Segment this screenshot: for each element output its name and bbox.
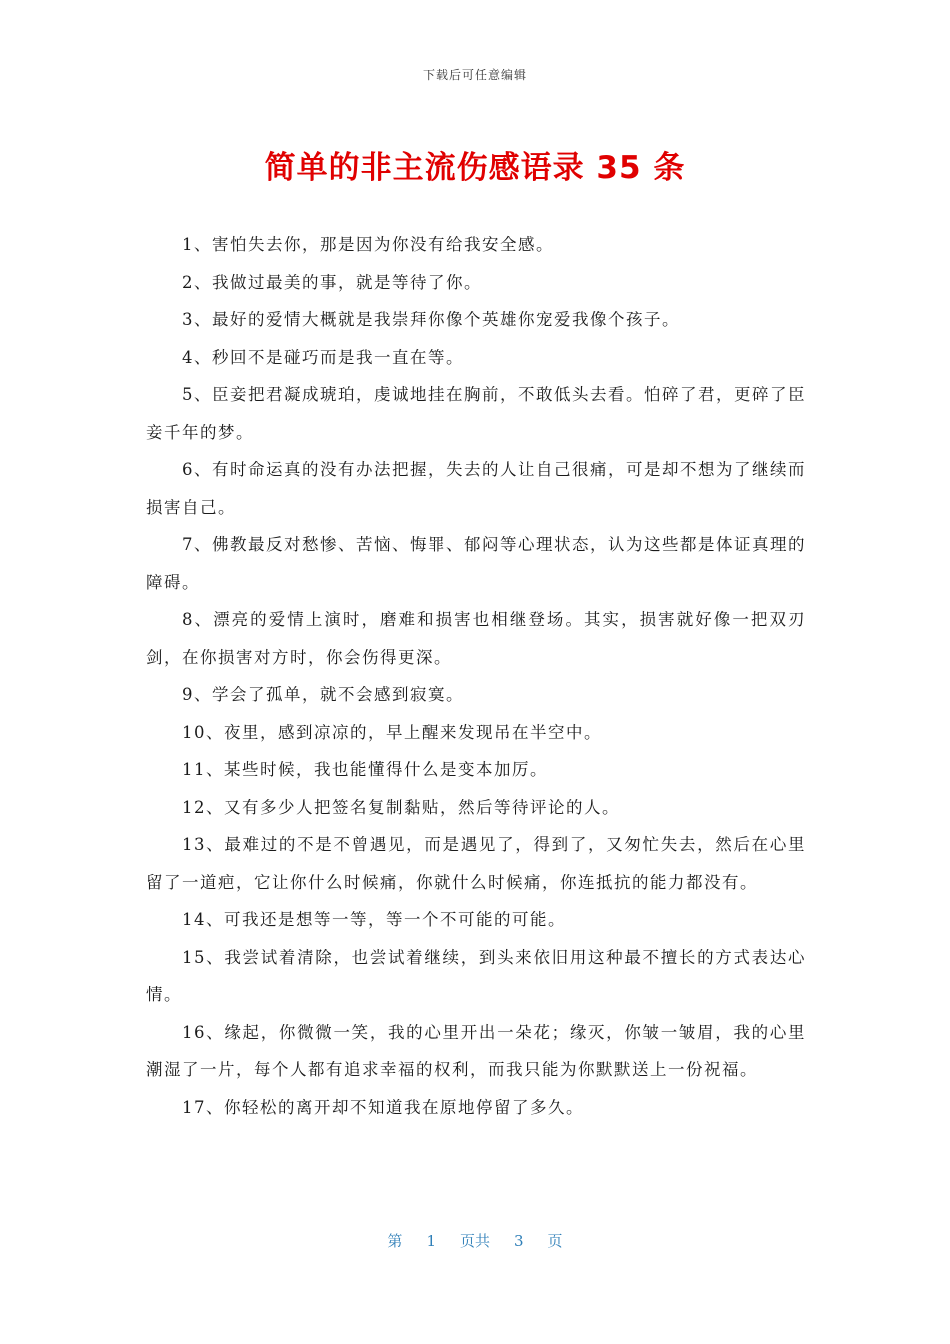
document-title: 简单的非主流伤感语录 35 条	[264, 150, 686, 186]
header-note: 下载后可任意编辑	[422, 68, 527, 82]
footer-page-number: 1	[426, 1232, 436, 1250]
quote-entry-10: 10、夜里，感到凉凉的，早上醒来发现吊在半空中。	[182, 722, 602, 742]
quote-entry-8: 8、漂亮的爱情上演时，磨难和损害也相继登场。其实，损害就好像一把双刃剑，在你损害对方时，你会伤得更深。	[146, 610, 806, 667]
quote-entry-15: 15、我尝试着清除，也尝试着继续，到头来依旧用这种最不擅长的方式表达心情。	[146, 947, 806, 1004]
quote-entry-2: 2、我做过最美的事，就是等待了你。	[182, 272, 482, 292]
footer-total-label: 页共	[459, 1232, 490, 1250]
footer-total-pages: 3	[514, 1232, 524, 1250]
quote-entry-16: 16、缘起，你微微一笑，我的心里开出一朵花；缘灭，你皱一皱眉，我的心里潮湿了一片，每个人都有追求幸福的权利，而我只能为你默默送上一份祝福。	[146, 1022, 806, 1079]
quote-entry-11: 11、某些时候，我也能懂得什么是变本加厉。	[182, 760, 548, 779]
quote-entry-3: 3、最好的爱情大概就是我崇拜你像个英雄你宠爱我像个孩子。	[182, 310, 680, 329]
footer-page-label: 第	[387, 1232, 403, 1250]
quote-entry-7: 7、佛教最反对愁惨、苦恼、悔罪、郁闷等心理状态，认为这些都是体证真理的障碍。	[146, 535, 806, 592]
quote-entry-4: 4、秒回不是碰巧而是我一直在等。	[182, 347, 464, 367]
quote-entry-5: 5、臣妾把君凝成琥珀，虔诚地挂在胸前，不敢低头去看。怕碎了君，更碎了臣妾千年的梦。	[146, 385, 806, 442]
quote-entry-14: 14、可我还是想等一等，等一个不可能的可能。	[182, 910, 566, 929]
quote-entry-17: 17、你轻松的离开却不知道我在原地停留了多久。	[182, 1097, 584, 1117]
quote-entry-9: 9、学会了孤单，就不会感到寂寞。	[182, 685, 464, 704]
quote-entry-13: 13、最难过的不是不曾遇见，而是遇见了，得到了，又匆忙失去，然后在心里留了一道疤，它让你什么时候痛，你就什么时候痛，你连抵抗的能力都没有。	[146, 835, 806, 892]
quote-entry-1: 1、害怕失去你，那是因为你没有给我安全感。	[182, 235, 554, 254]
footer-page-suffix: 页	[547, 1232, 563, 1250]
page-footer	[0, 1230, 950, 1251]
quote-entry-6: 6、有时命运真的没有办法把握，失去的人让自己很痛，可是却不想为了继续而损害自己。	[146, 460, 806, 517]
document-body	[146, 226, 806, 1126]
quote-entry-12: 12、又有多少人把签名复制黏贴，然后等待评论的人。	[182, 797, 620, 817]
